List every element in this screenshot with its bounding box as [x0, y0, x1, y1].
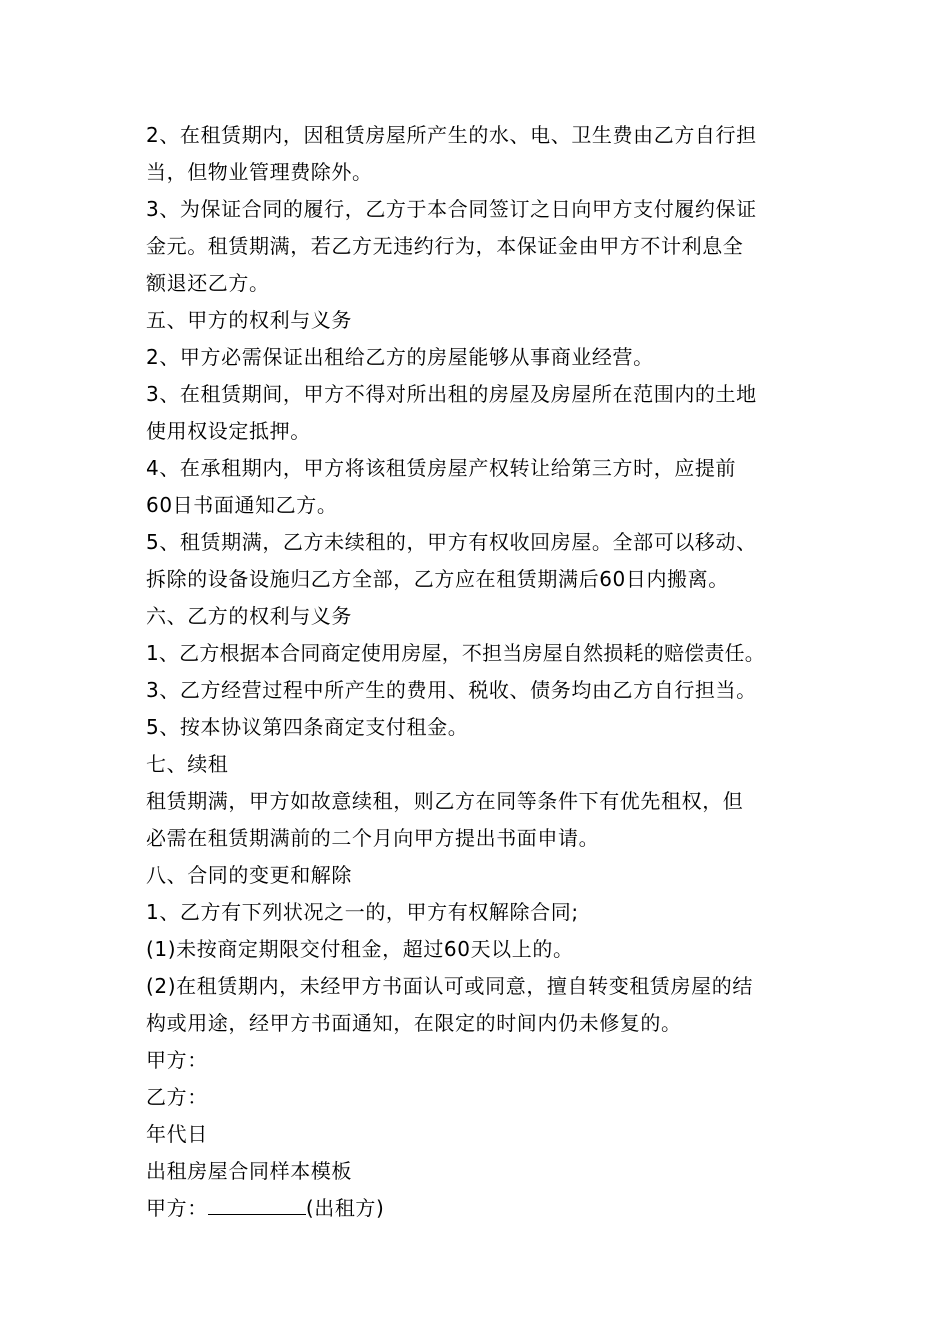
text-line: (1)未按商定期限交付租金，超过60天以上的。	[146, 937, 574, 961]
text-line: 5、租赁期满，乙方未续租的，甲方有权收回房屋。全部可以移动、	[146, 530, 757, 554]
text-line: 拆除的设备设施归乙方全部，乙方应在租赁期满后60日内搬离。	[146, 567, 729, 591]
text-line: 必需在租赁期满前的二个月向甲方提出书面申请。	[146, 826, 600, 850]
text-line: 1、乙方根据本合同商定使用房屋，不担当房屋自然损耗的赔偿责任。	[146, 641, 765, 665]
section-heading: 八、合同的变更和解除	[146, 863, 352, 887]
text-line: 租赁期满，甲方如故意续租，则乙方在同等条件下有优先租权，但	[146, 789, 744, 813]
text-line: 1、乙方有下列状况之一的，甲方有权解除合同;	[146, 900, 579, 924]
text-line: 2、在租赁期内，因租赁房屋所产生的水、电、卫生费由乙方自行担	[146, 123, 757, 147]
text-line: 2、甲方必需保证出租给乙方的房屋能够从事商业经营。	[146, 345, 654, 369]
section-heading: 七、续租	[146, 752, 229, 776]
text-line: 4、在承租期内，甲方将该租赁房屋产权转让给第三方时，应提前	[146, 456, 737, 480]
text-line: 额退还乙方。	[146, 271, 270, 295]
party-a-lessor-line	[146, 1190, 826, 1227]
text-line: 当，但物业管理费除外。	[146, 160, 373, 184]
party-b-label: 乙方：	[146, 1085, 208, 1109]
text-line: 3、在租赁期间，甲方不得对所出租的房屋及房屋所在范围内的土地	[146, 382, 757, 406]
party-a-label: 甲方：	[146, 1048, 208, 1072]
text-line: 使用权设定抵押。	[146, 419, 311, 443]
text-line: 5、按本协议第四条商定支付租金。	[146, 715, 469, 739]
text-line: 3、为保证合同的履行，乙方于本合同签订之日向甲方支付履约保证	[146, 197, 757, 221]
text-line: 3、乙方经营过程中所产生的费用、税收、债务均由乙方自行担当。	[146, 678, 757, 702]
lessor-suffix: (出租方)	[305, 1196, 385, 1220]
date-line: 年代日	[146, 1122, 208, 1146]
template-title: 出租房屋合同样本模板	[146, 1159, 352, 1183]
document-body	[146, 117, 826, 1227]
party-a-label: 甲方：	[146, 1196, 208, 1220]
text-line: (2)在租赁期内，未经甲方书面认可或同意，擅自转变租赁房屋的结	[146, 974, 753, 998]
text-line: 构或用途，经甲方书面通知，在限定的时间内仍未修复的。	[146, 1011, 682, 1035]
section-heading: 六、乙方的权利与义务	[146, 604, 352, 628]
text-line: 60日书面通知乙方。	[146, 493, 338, 517]
section-heading: 五、甲方的权利与义务	[146, 308, 352, 332]
text-line: 金元。租赁期满，若乙方无违约行为，本保证金由甲方不计利息全	[146, 234, 744, 258]
signature-blank	[208, 1196, 306, 1215]
